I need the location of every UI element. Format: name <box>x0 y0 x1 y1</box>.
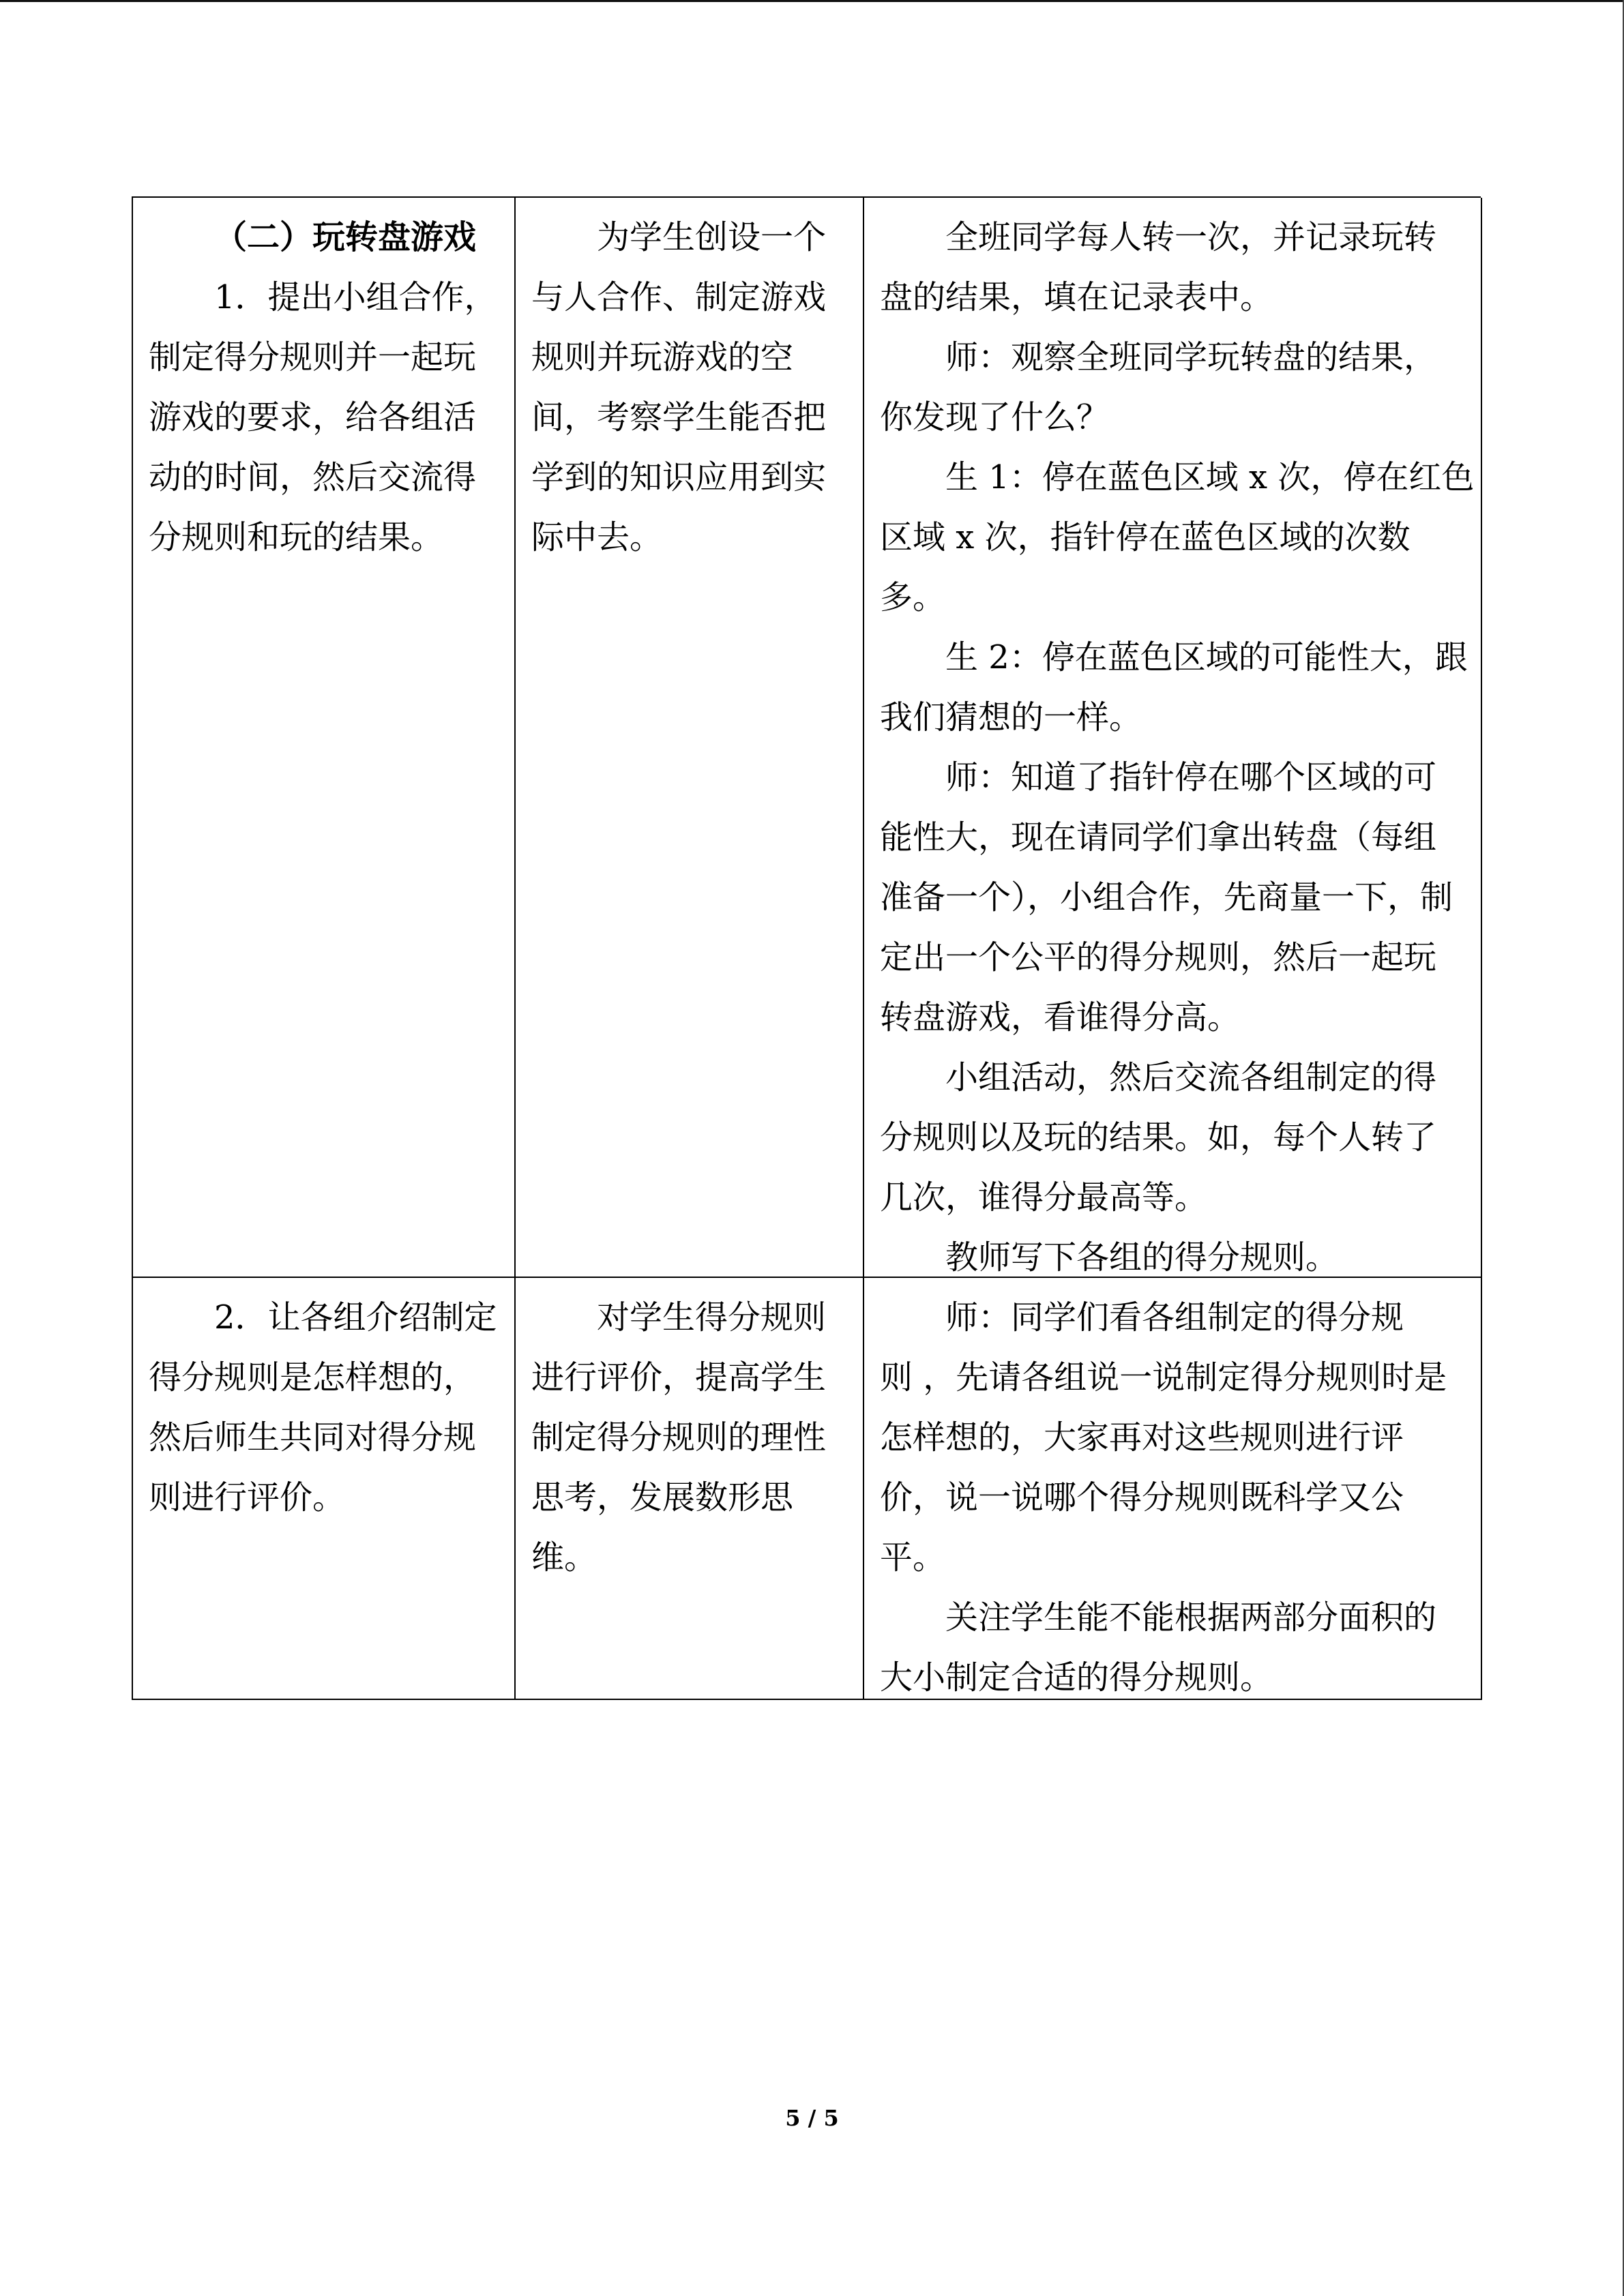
text-line: 关注学生能不能根据两部分面积的 <box>945 1598 1437 1637</box>
text-line: 怎样想的，大家再对这些规则进行评 <box>880 1418 1404 1457</box>
paragraph <box>880 327 1474 447</box>
text-line: 对学生得分规则 <box>597 1298 827 1337</box>
text-line: 盘的结果，填在记录表中。 <box>880 278 1273 316</box>
paragraph <box>531 207 856 567</box>
paragraph <box>880 747 1474 1047</box>
text-line: 师：同学们看各组制定的得分规 <box>945 1298 1404 1337</box>
paragraph <box>880 207 1474 327</box>
text-line: 为学生创设一个 <box>597 218 827 256</box>
text-line: （二）玩转盘游戏 <box>214 218 477 256</box>
text-line: 动的时间，然后交流得 <box>149 458 477 496</box>
text-line: 制定得分规则并一起玩 <box>149 338 477 376</box>
paragraph <box>880 1587 1474 1708</box>
text-line: 则 ，先请各组说一说制定得分规则时是 <box>880 1358 1447 1397</box>
text-line: 然后师生共同对得分规 <box>149 1418 477 1457</box>
text-line: 定出一个公平的得分规则，然后一起玩 <box>880 938 1437 976</box>
table-cell-r1-c2 <box>516 198 864 1278</box>
text-line: 分规则和玩的结果。 <box>149 518 444 556</box>
paragraph <box>149 1287 507 1527</box>
table-cell-r2-c3 <box>864 1278 1482 1700</box>
text-line: 转盘游戏，看谁得分高。 <box>880 998 1241 1037</box>
page-number: 5 / 5 <box>785 2105 839 2131</box>
paragraph <box>880 1047 1474 1227</box>
text-line: 则进行评价。 <box>149 1478 346 1517</box>
table-cell-r1-c1 <box>133 198 516 1278</box>
text-line: 间，考察学生能否把 <box>531 398 827 436</box>
text-line: 小组活动，然后交流各组制定的得 <box>945 1058 1437 1097</box>
text-line: 准备一个），小组合作，先商量一下，制 <box>880 878 1453 916</box>
table-cell-r2-c1 <box>133 1278 516 1700</box>
text-line: 区域 x 次，指针停在蓝色区域的次数 <box>880 518 1411 556</box>
paragraph <box>531 1287 856 1587</box>
text-line: 学到的知识应用到实 <box>531 458 827 496</box>
text-line: 生 1：停在蓝色区域 x 次，停在红色 <box>945 458 1475 496</box>
table-cell-r2-c2 <box>516 1278 864 1700</box>
text-line: 全班同学每人转一次，并记录玩转 <box>945 218 1437 256</box>
text-line: 教师写下各组的得分规则。 <box>945 1238 1339 1277</box>
text-line: 你发现了什么？ <box>880 398 1110 436</box>
text-line: 制定得分规则的理性 <box>531 1418 827 1457</box>
text-line: 分规则以及玩的结果。如，每个人转了 <box>880 1118 1437 1157</box>
text-line: 维。 <box>531 1538 597 1577</box>
text-line: 师：观察全班同学玩转盘的结果， <box>945 338 1437 376</box>
text-line: 我们猜想的一样。 <box>880 698 1142 736</box>
text-line: 2．让各组介绍制定 <box>214 1298 497 1337</box>
text-line: 思考，发展数形思 <box>531 1478 794 1517</box>
section-heading <box>149 207 507 267</box>
table-cell-r1-c3 <box>864 198 1482 1278</box>
text-line: 价，说一说哪个得分规则既科学又公 <box>880 1478 1404 1517</box>
paragraph <box>880 627 1474 747</box>
text-line: 得分规则是怎样想的， <box>149 1358 477 1397</box>
text-line: 生 2：停在蓝色区域的可能性大，跟 <box>945 638 1468 676</box>
text-line: 际中去。 <box>531 518 663 556</box>
text-line: 与人合作、制定游戏 <box>531 278 827 316</box>
text-line: 多。 <box>880 578 946 616</box>
page-top-edge-line <box>0 0 1624 2</box>
text-line: 大小制定合适的得分规则。 <box>880 1658 1273 1697</box>
text-line: 进行评价，提高学生 <box>531 1358 827 1397</box>
text-line: 1．提出小组合作， <box>214 278 497 316</box>
paragraph <box>149 267 507 567</box>
paragraph <box>880 447 1474 627</box>
text-line: 能性大，现在请同学们拿出转盘（每组 <box>880 818 1437 856</box>
paragraph <box>880 1287 1474 1587</box>
text-line: 师：知道了指针停在哪个区域的可 <box>945 758 1437 796</box>
text-line: 几次，谁得分最高等。 <box>880 1178 1208 1217</box>
text-line: 游戏的要求，给各组活 <box>149 398 477 436</box>
text-line: 平。 <box>880 1538 946 1577</box>
text-line: 规则并玩游戏的空 <box>531 338 794 376</box>
lesson-plan-table <box>132 196 1481 1700</box>
